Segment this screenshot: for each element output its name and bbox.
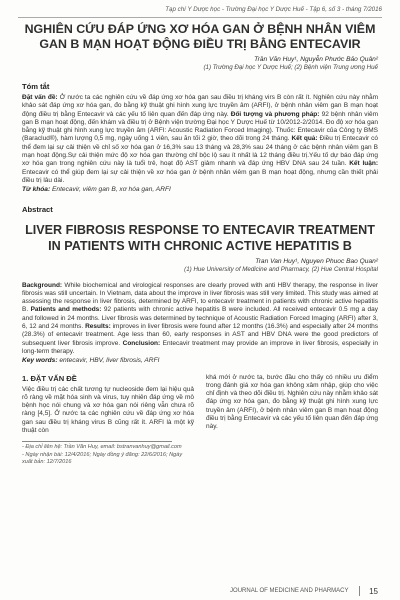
vi-results-label: Kết quả: xyxy=(291,135,318,143)
page-footer xyxy=(22,586,378,596)
page-number: 15 xyxy=(369,586,378,596)
footnote-dates: - Ngày nhận bài: 12/4/2016; Ngày đồng ý đăng: 22/6/2016; Ngày xuất bản: 12/7/2016 xyxy=(22,451,183,466)
intro-text-right: khá mới ở nước ta, bước đầu cho thấy có nhiều ưu điểm trong đánh giá xơ hóa gan không xâm nhập, giúp cho việc chỉ định và theo dõi điều trị. Nghiên cứu này nhằm khảo sát đáp ứng xơ hóa gan, đo bằng kỹ thuật ghi hình xung lực truyền âm (ARFI), ở bệnh nhân viêm gan B mạn hoạt động điều trị bằng Entecavir và các yếu tố liên quan đến đáp ứng này. xyxy=(206,373,378,431)
running-head: Tạp chí Y Dược học - Trường Đại học Y Dược Huế - Tập 6, số 3 - tháng 7/2016 xyxy=(165,6,382,13)
footnote-rule xyxy=(22,441,172,442)
footnote-corresponding: - Địa chỉ liên hệ: Trần Văn Huy, email: bstranvanhuy@gmail.com xyxy=(22,444,182,451)
vietnamese-abstract-label: Tóm tắt xyxy=(22,82,50,91)
intro-column-right xyxy=(206,374,378,467)
intro-text-left: Việc điều trị các chất tương tự nucleoside đem lại hiệu quả rõ ràng về mặt hóa sinh và virus, tuy nhiên đáp ứng về mô bệnh học nói chung và xơ hóa gan nói riêng vẫn chưa rõ ràng [4,5]. Ở nước ta các nghiên cứu về đáp ứng xơ hóa gan sau điều trị kháng virus B cũng rất ít. ARFI là một kỹ thuật còn xyxy=(22,385,194,435)
vi-keywords-label: Từ khóa: xyxy=(22,186,51,194)
vi-keywords-text: Entecavir, viêm gan B, xơ hóa gan, ARFI xyxy=(52,186,171,194)
intro-heading: 1. ĐẶT VẤN ĐỀ xyxy=(22,373,77,383)
vi-conclusion-text: Entecavir có thể giúp đem lại sự cải thiện về xơ hóa gan ở bệnh nhân viêm gan B mạn hoạt động, nhưng cần thiết phải điều trị lâu dài. xyxy=(22,168,378,184)
vi-results-text: Điều trị Entecavir có thể đem lại sự cải thiện về chỉ số xơ hóa gan ở 16,3% sau 13 tháng và 28,3% sau 24 tháng ở các bệnh nhân viêm gan B mạn hoạt động.Sự cải thiện mức độ xơ hóa gan thường chỉ bộc lộ sau ít nhất là 12 tháng điều trị.Yếu tố dự báo đáp ứng xơ hóa gan trong nghiên cứu này là tuổi trẻ, hoạt độ AST giảm nhanh và đáp ứng HBV DNA sau 24 tuần. xyxy=(22,135,378,168)
header-rule xyxy=(18,17,382,18)
vietnamese-affiliations: (1) Trường Đại học Y Dược Huế; (2) Bệnh viện Trung ương Huế xyxy=(203,64,378,71)
english-abstract-label: Abstract xyxy=(22,204,53,214)
english-keywords xyxy=(22,357,378,365)
english-authors: Tran Van Huy¹, Nguyen Phuoc Bao Quan² xyxy=(255,257,378,265)
footer-divider xyxy=(359,586,360,596)
en-background-text: While biochemical and virological responses are clearly proved with anti HBV therapy, the response in liver fibrosis was still uncertain. In Vietnam, data about the improve in liver fibrosis was still very limited. This study was aimed at assessing the response in liver fibrosis, determined by ARFI, to entecavir treatment in patients with chronic active hepatitis B. xyxy=(22,281,378,314)
english-abstract xyxy=(22,282,378,357)
english-title: LIVER FIBROSIS RESPONSE TO ENTECAVIR TREATMENT IN PATIENTS WITH CHRONIC ACTIVE HEPATITIS B xyxy=(25,222,375,253)
vi-objective-label: Đặt vấn đề: xyxy=(22,94,58,101)
english-affiliations: (1) Hue University of Medicine and Pharmacy, (2) Hue Central Hospital xyxy=(184,265,378,273)
en-keywords-label: Key words: xyxy=(22,357,58,365)
en-methods-text: 92 patients with chronic active hepatitis B were included. All received entecavir 0.5 mg a day and followed in 24 months. Liver fibrosis was determined by technique of Acoustic Radiation Forced Imaging (ARFI) after 3, 6, 12 and 24 months. xyxy=(22,306,378,331)
intro-column-left xyxy=(22,374,194,467)
vi-methods-label: Đối tượng và phương pháp: xyxy=(230,110,320,118)
vi-methods-text: 92 bệnh nhân viêm gan B mạn hoạt động, đến khám và điều trị ở Bệnh viện trường Đại học Y Dược Huế từ 10/2012-2/2014. Đo độ xơ hóa gan bằng kỹ thuật ghi hình xung lực truyền âm (ARFI: Acoustic Radiation Forced Imaging). Thuốc: Entecavir của Công ty BMS (Baraclud®), hàm lượng 0,5 mg, ngày uống 1 viên, sau ăn tối 2 giờ, theo dõi trong 24 tháng. xyxy=(22,110,378,143)
intro-columns xyxy=(22,374,378,467)
en-results-text: improves in liver fibrosis were found after 12 months (16.3%) and especially after 24 months (28.3%) of entecavir treatment. Age less than 60, early responses in AST and HBV DNA were the good predictors of subsequent liver fibrosis improve. xyxy=(22,323,378,347)
vietnamese-abstract xyxy=(22,94,378,185)
en-conclusion-label: Conclusion: xyxy=(122,339,161,347)
en-keywords-text: entecavir, HBV, liver fibrosis, ARFI xyxy=(59,357,160,365)
vi-conclusion-label: Kết luận: xyxy=(349,160,378,168)
en-methods-label: Patients and methods: xyxy=(30,306,102,314)
journal-name: JOURNAL OF MEDICINE AND PHARMACY xyxy=(230,588,349,594)
en-results-label: Results: xyxy=(85,323,111,331)
en-background-label: Background: xyxy=(22,281,63,289)
vietnamese-title: NGHIÊN CỨU ĐÁP ỨNG XƠ HÓA GAN Ở BỆNH NHÂN VIÊM GAN B MẠN HOẠT ĐỘNG ĐIỀU TRỊ BẰNG ENTECAVIR xyxy=(24,22,376,51)
vietnamese-authors: Trần Văn Huy¹, Nguyễn Phước Bảo Quân² xyxy=(254,56,378,63)
article xyxy=(22,22,378,467)
en-conclusion-text: Entecavir treatment may provide an improve in liver fibrosis, especially in long-term therapy. xyxy=(22,339,379,355)
vietnamese-keywords xyxy=(22,186,378,194)
vi-objective-text: Ở nước ta các nghiên cứu về đáp ứng xơ hóa gan sau điều trị kháng virs B còn rất ít. Nghiên cứu này nhằm khảo sát đáp ứng xơ hóa gan, đo bằng kỹ thuật ghi hình xung lực truyền âm (ARFI), ở bệnh nhân viêm gan B mạn hoạt động điều trị bằng Entecavir và các yếu tố liên quan đến đáp ứng này. xyxy=(22,94,378,118)
